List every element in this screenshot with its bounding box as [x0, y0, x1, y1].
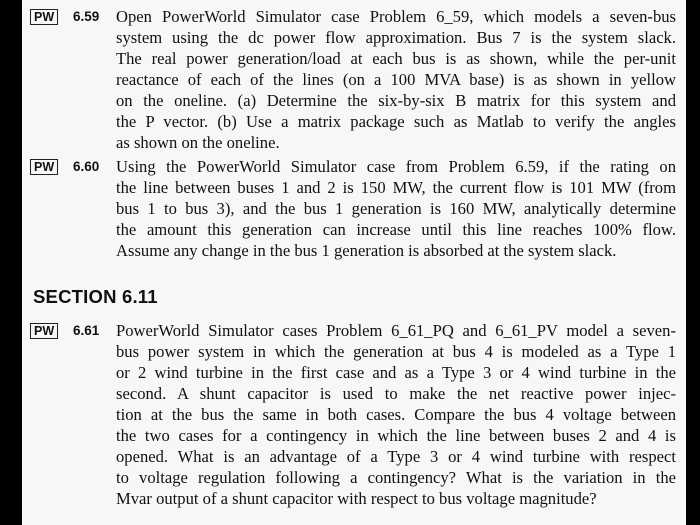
text-line: opened. What is an advantage of a Type 3 or 4 wind turbine with respect	[116, 447, 676, 466]
text-line: Mvar output of a shunt capacitor with respect to bus voltage magnitude?	[116, 489, 597, 508]
text-line: the amount this generation can increase until this line reaches 100% flow.	[116, 220, 676, 239]
text-line: tion at the bus the same in both cases. Compare the bus 4 voltage between	[116, 405, 676, 424]
textbook-page	[22, 0, 686, 525]
text-line: or 2 wind turbine in the first case and as a Type 3 or 4 wind turbine in the	[116, 363, 676, 382]
problem-text	[116, 6, 676, 153]
section-heading: SECTION 6.11	[33, 286, 158, 307]
text-line: on the oneline. (a) Determine the six-by-six B matrix for this system and	[116, 91, 676, 110]
text-line: the line between buses 1 and 2 is 150 MW, the current flow is 101 MW (from	[116, 178, 676, 197]
text-line: PowerWorld Simulator cases Problem 6_61_PQ and 6_61_PV model a seven-	[116, 321, 676, 340]
text-line: the P vector. (b) Use a matrix package such as Matlab to verify the angles	[116, 112, 676, 131]
problem-number: 6.59	[73, 9, 100, 24]
text-line: bus power system in which the generation at bus 4 is modeled as a Type 1	[116, 342, 676, 361]
text-line: second. A shunt capacitor is used to make the net reactive power injec-	[116, 384, 676, 403]
text-line: system using the dc power flow approximation. Bus 7 is the system slack.	[116, 28, 676, 47]
text-line: bus 1 to bus 3), and the bus 1 generation is 160 MW, analytically determine	[116, 199, 676, 218]
text-line: Open PowerWorld Simulator case Problem 6_59, which models a seven-bus	[116, 7, 676, 26]
text-line: reactance of each of the lines (on a 100 MVA base) is as shown in yellow	[116, 70, 676, 89]
text-line: Assume any change in the bus 1 generation is absorbed at the system slack.	[116, 241, 617, 260]
text-line: The real power generation/load at each bus is as shown, while the per-unit	[116, 49, 676, 68]
problem-number: 6.60	[73, 159, 100, 174]
problem-text	[116, 320, 676, 509]
pw-badge: PW	[30, 9, 58, 25]
text-line: to voltage regulation following a contingency? What is the variation in the	[116, 468, 676, 487]
text-line: the two cases for a contingency in which the line between buses 2 and 4 is	[116, 426, 676, 445]
problem-number: 6.61	[73, 323, 100, 338]
problem-text	[116, 156, 676, 261]
text-line: as shown on the oneline.	[116, 133, 280, 152]
text-line: Using the PowerWorld Simulator case from Problem 6.59, if the rating on	[116, 157, 676, 176]
pw-badge: PW	[30, 323, 58, 339]
pw-badge: PW	[30, 159, 58, 175]
